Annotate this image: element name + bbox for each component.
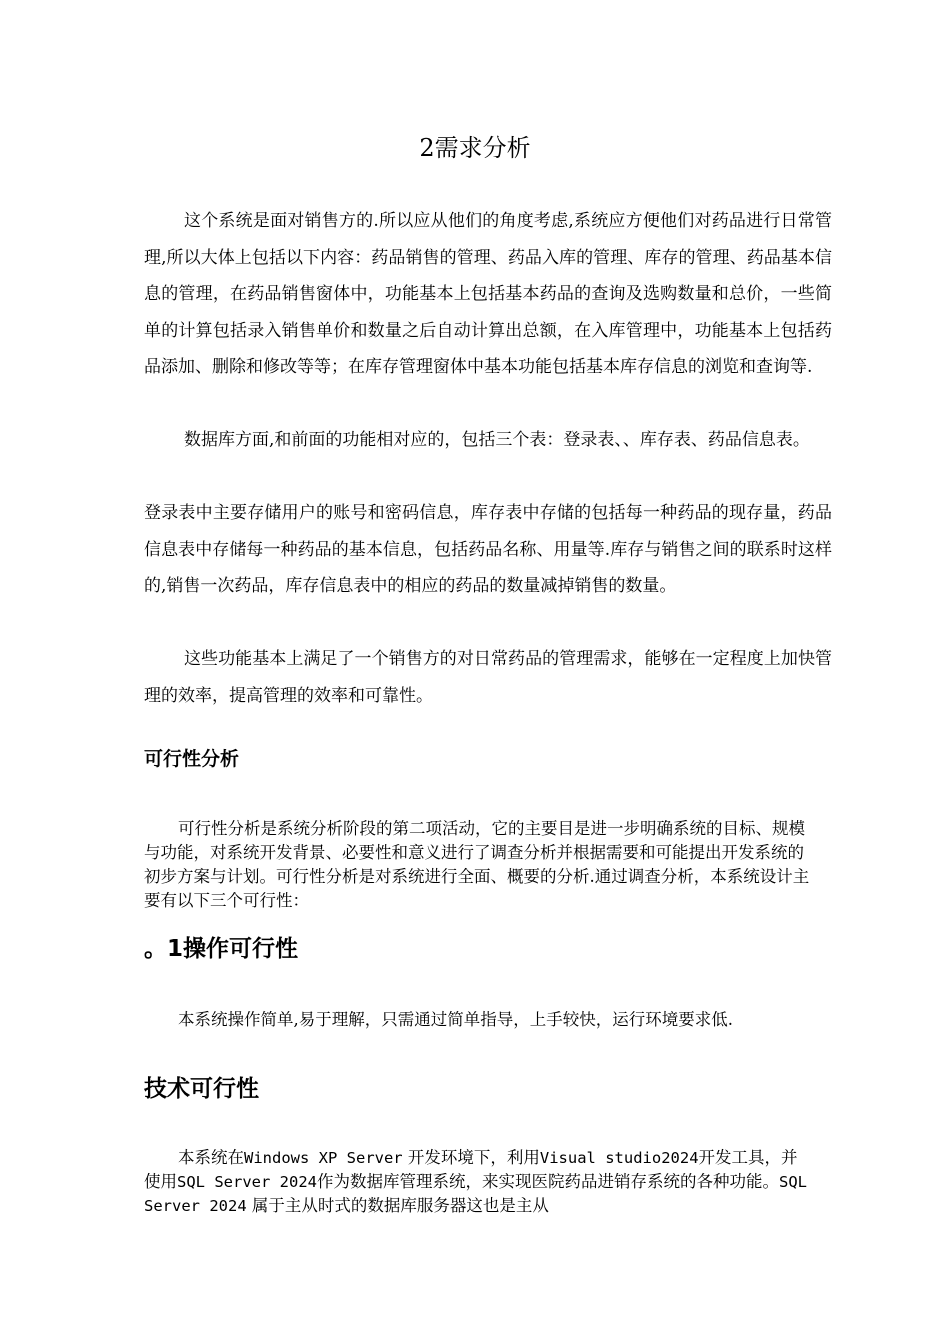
technical-text-1: 本系统在 xyxy=(178,1148,244,1167)
section-heading-technical: 技术可行性 xyxy=(144,1076,259,1102)
technical-ide: Visual studio2024 xyxy=(539,1149,699,1167)
technical-text-5: 属于主从时式的数据库服务器这也是主从 xyxy=(246,1196,549,1215)
section-heading-operation: 。1操作可行性 xyxy=(144,936,299,962)
operation-paragraph: 本系统操作简单,易于理解，只需通过简单指导，上手较快，运行环境要求低. xyxy=(178,1010,733,1029)
technical-text-2: 开发环境下，利用 xyxy=(402,1148,540,1167)
intro-paragraph-4: 这些功能基本上满足了一个销售方的对日常药品的管理需求，能够在一定程度上加快管理的效率，提高管理的效率和可靠性。 xyxy=(144,649,832,706)
technical-os: Windows XP Server xyxy=(244,1149,403,1167)
technical-paragraph xyxy=(144,1146,810,1218)
technical-text-4: 作为数据库管理系统，来实现医院药品进销存系统的各种功能。 xyxy=(316,1172,779,1191)
intro-paragraph-3: 登录表中主要存储用户的账号和密码信息，库存表中存储的包括每一种药品的现存量，药品信息表中存储每一种药品的基本信息，包括药品名称、用量等.库存与销售之间的联系时这样的,销售一次药品，库存信息表中的相应的药品的数量减掉销售的数量。 xyxy=(144,503,832,596)
technical-db: SQL Server 2024 xyxy=(177,1173,317,1191)
technical-db-2: SQL Server 2024 xyxy=(144,1173,807,1215)
feasibility-paragraph: 可行性分析是系统分析阶段的第二项活动，它的主要目是进一步明确系统的目标、规模与功能，对系统开发背景、必要性和意义进行了调查分析并根据需要和可能提出开发系统的初步方案与计划。可行性分析是对系统进行全面、概要的分析.通过调查分析，本系统设计主要有以下三个可行性： xyxy=(144,819,810,910)
technical-text-3: 开发工具，并使用 xyxy=(144,1148,798,1191)
page-title: 2需求分析 xyxy=(419,134,531,162)
intro-paragraph-2: 数据库方面,和前面的功能相对应的，包括三个表：登录表、、库存表、药品信息表。 xyxy=(184,430,810,450)
intro-paragraph-1: 这个系统是面对销售方的.所以应从他们的角度考虑,系统应方便他们对药品进行日常管理,所以大体上包括以下内容：药品销售的管理、药品入库的管理、库存的管理、药品基本信息的管理，在药品销售窗体中，功能基本上包括基本药品的查询及选购数量和总价，一些简单的计算包括录入销售单价和数量之后自动计算出总额，在入库管理中，功能基本上包括药品添加、删除和修改等等；在库存管理窗体中基本功能包括基本库存信息的浏览和查询等. xyxy=(144,211,832,377)
section-heading-feasibility: 可行性分析 xyxy=(144,748,240,770)
